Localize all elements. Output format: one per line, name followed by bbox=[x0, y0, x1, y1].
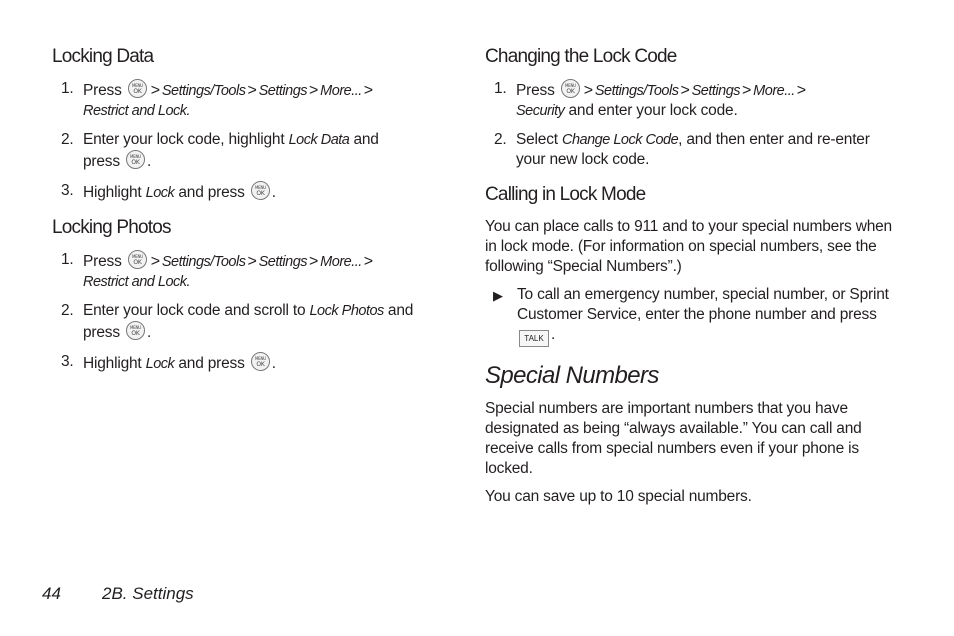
path-separator: > bbox=[150, 82, 160, 99]
changing-lock-code-steps bbox=[485, 79, 895, 170]
step-text: . bbox=[271, 184, 276, 201]
step-text: Enter your lock code, highlight bbox=[83, 131, 285, 148]
path-separator: > bbox=[309, 253, 319, 270]
list-item bbox=[485, 79, 895, 121]
menu-ok-key-icon bbox=[128, 79, 147, 98]
path-separator: > bbox=[583, 82, 593, 99]
step-text: Highlight bbox=[83, 355, 142, 372]
menu-ok-key-icon bbox=[251, 181, 270, 200]
menu-ok-key-icon bbox=[251, 352, 270, 371]
step-number: 2. bbox=[61, 131, 74, 148]
step-text: Select bbox=[516, 131, 558, 148]
path-separator: > bbox=[247, 253, 257, 270]
svg-text:MENU: MENU bbox=[129, 325, 142, 330]
svg-text:MENU: MENU bbox=[254, 356, 266, 361]
menu-ok-key-icon bbox=[126, 321, 145, 340]
menu-path: Settings bbox=[258, 83, 308, 99]
step-text: , and then enter and re-enter your new lock code. bbox=[516, 131, 870, 168]
list-item bbox=[485, 130, 895, 170]
step-number: 3. bbox=[61, 182, 74, 199]
menu-path: Settings bbox=[258, 254, 308, 270]
svg-text:OK: OK bbox=[256, 361, 265, 368]
svg-text:MENU: MENU bbox=[131, 83, 143, 88]
list-item bbox=[52, 130, 452, 172]
list-item bbox=[485, 285, 895, 347]
calling-lock-mode-heading: Calling in Lock Mode bbox=[485, 184, 646, 205]
svg-text:OK: OK bbox=[133, 88, 142, 95]
menu-path: More... bbox=[753, 83, 795, 99]
svg-text:OK: OK bbox=[566, 88, 575, 95]
changing-lock-code-heading: Changing the Lock Code bbox=[485, 46, 677, 67]
path-separator: > bbox=[680, 82, 690, 99]
step-text: and press bbox=[178, 355, 245, 372]
menu-option: Lock bbox=[145, 356, 175, 372]
menu-option: Lock Data bbox=[288, 132, 350, 148]
menu-path: More... bbox=[320, 254, 362, 270]
path-separator: > bbox=[363, 253, 373, 270]
left-column bbox=[52, 44, 452, 386]
right-column bbox=[485, 44, 895, 515]
step-text: and bbox=[387, 302, 414, 319]
step-text: and bbox=[353, 131, 379, 148]
menu-path: Settings/Tools bbox=[161, 254, 246, 270]
list-item bbox=[52, 181, 452, 203]
svg-text:MENU: MENU bbox=[129, 154, 142, 159]
locking-photos-heading: Locking Photos bbox=[52, 217, 171, 238]
bullet-text: . bbox=[551, 326, 556, 343]
list-item bbox=[52, 250, 452, 292]
list-item bbox=[52, 352, 452, 374]
menu-path: More... bbox=[320, 83, 362, 99]
step-number: 1. bbox=[61, 80, 74, 97]
menu-option: Lock Photos bbox=[309, 303, 384, 319]
locking-photos-steps bbox=[52, 250, 452, 374]
locking-data-heading: Locking Data bbox=[52, 46, 154, 67]
list-item bbox=[52, 79, 452, 121]
page-footer bbox=[42, 584, 194, 604]
locking-data-steps bbox=[52, 79, 452, 203]
menu-option: Lock bbox=[145, 185, 175, 201]
step-text: . bbox=[147, 324, 152, 341]
path-separator: > bbox=[796, 82, 806, 99]
svg-text:OK: OK bbox=[133, 259, 142, 266]
path-separator: > bbox=[150, 253, 160, 270]
menu-path: Settings bbox=[691, 83, 741, 99]
step-text: press bbox=[83, 153, 120, 170]
step-number: 3. bbox=[61, 353, 74, 370]
path-separator: > bbox=[247, 82, 257, 99]
section-label: 2B. Settings bbox=[102, 584, 194, 603]
talk-key-icon: TALK bbox=[519, 330, 549, 347]
svg-text:MENU: MENU bbox=[131, 254, 143, 259]
menu-path: Security bbox=[516, 103, 565, 119]
calling-lock-mode-body: You can place calls to 911 and to your special numbers when in lock mode. (For information on special numbers, see the following “Special Numbers”.) bbox=[485, 218, 892, 275]
menu-path: Restrict and Lock. bbox=[83, 103, 191, 119]
step-number: 1. bbox=[494, 80, 507, 97]
list-item bbox=[52, 301, 452, 343]
step-text: Press bbox=[516, 82, 555, 99]
step-text: and press bbox=[178, 184, 245, 201]
menu-path: Settings/Tools bbox=[594, 83, 679, 99]
svg-text:OK: OK bbox=[131, 330, 140, 337]
menu-path: Settings/Tools bbox=[161, 83, 246, 99]
step-text: . bbox=[271, 355, 276, 372]
menu-path: Restrict and Lock. bbox=[83, 274, 191, 290]
step-number: 2. bbox=[61, 302, 74, 319]
svg-text:OK: OK bbox=[256, 190, 265, 197]
step-number: 2. bbox=[494, 131, 507, 148]
step-text: press bbox=[83, 324, 120, 341]
step-text: Press bbox=[83, 253, 122, 270]
triangle-bullet-icon: ▶ bbox=[493, 288, 503, 303]
svg-text:MENU: MENU bbox=[564, 83, 576, 88]
special-numbers-para: Special numbers are important numbers that you have designated as being “always available.” You can call and receive calls from special numbers even if your phone is locked. bbox=[485, 400, 862, 477]
svg-text:MENU: MENU bbox=[254, 185, 266, 190]
menu-option: Change Lock Code bbox=[562, 132, 679, 148]
svg-text:OK: OK bbox=[131, 159, 140, 166]
step-text: Press bbox=[83, 82, 122, 99]
step-text: Highlight bbox=[83, 184, 142, 201]
bullet-text: To call an emergency number, special number, or Sprint Customer Service, enter the phone number and press bbox=[517, 286, 889, 323]
path-separator: > bbox=[309, 82, 319, 99]
special-numbers-heading: Special Numbers bbox=[485, 362, 659, 389]
path-separator: > bbox=[742, 82, 752, 99]
menu-ok-key-icon bbox=[128, 250, 147, 269]
step-number: 1. bbox=[61, 251, 74, 268]
special-numbers-para: You can save up to 10 special numbers. bbox=[485, 488, 752, 505]
step-text: and enter your lock code. bbox=[568, 102, 738, 119]
step-text: . bbox=[147, 153, 152, 170]
step-text: Enter your lock code and scroll to bbox=[83, 302, 306, 319]
menu-ok-key-icon bbox=[126, 150, 145, 169]
menu-ok-key-icon bbox=[561, 79, 580, 98]
page-number: 44 bbox=[42, 584, 61, 603]
path-separator: > bbox=[363, 82, 373, 99]
